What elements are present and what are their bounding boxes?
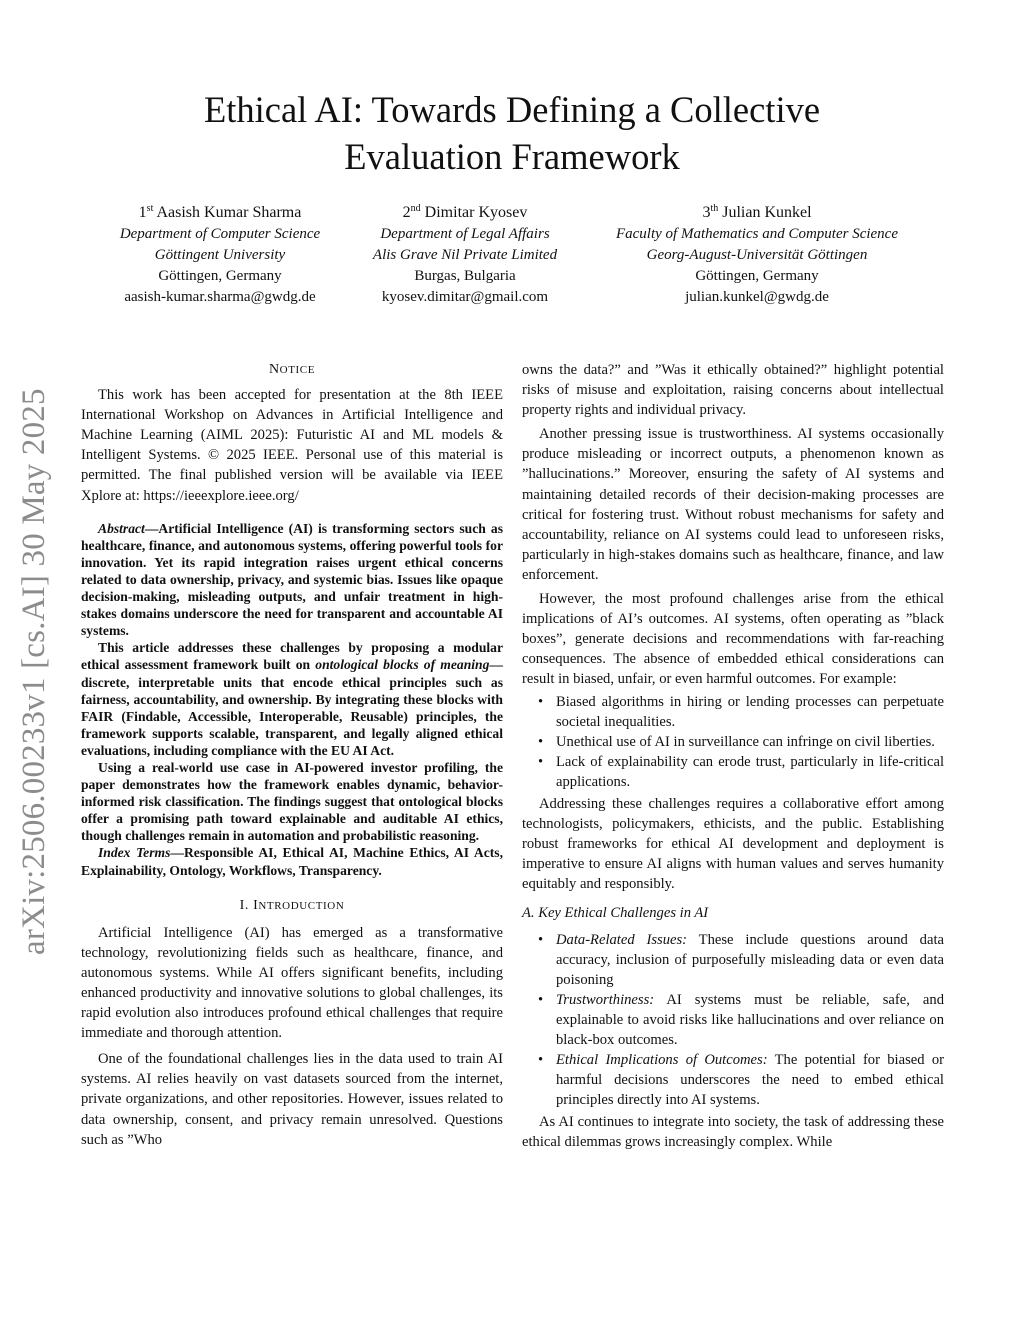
author-location: Burgas, Bulgaria bbox=[414, 268, 516, 284]
section-heading-introduction: I. INTRODUCTION bbox=[239, 897, 345, 913]
abstract-paragraph-3: Using a real-world use case in AI-powered investor profiling, the paper demonstrates how the framework enables dynamic, behavior-informed risk classification. The findings suggest that ontological blocks offer a promising path toward explainable and auditable AI ethics, though challenges remain in automation and probabilistic reasoning. bbox=[81, 759, 503, 844]
author-name: 3th Julian Kunkel bbox=[702, 203, 812, 221]
author-email[interactable]: julian.kunkel@gwdg.de bbox=[685, 289, 829, 305]
arxiv-stamp: arXiv:2506.00233v1 [cs.AI] 30 May 2025 bbox=[16, 388, 52, 955]
left-column bbox=[81, 360, 503, 1150]
author-department: Faculty of Mathematics and Computer Science bbox=[615, 226, 898, 242]
author-3 bbox=[582, 202, 932, 308]
subsection-heading: A. Key Ethical Challenges in AI bbox=[522, 905, 709, 922]
author-location: Göttingen, Germany bbox=[695, 268, 819, 284]
list-item: • Data-Related Issues: These include questions around data accuracy, inclusion of purposefully misleading data or even data poisoning bbox=[556, 930, 944, 990]
author-name: 2nd Dimitar Kyosev bbox=[402, 203, 528, 221]
challenges-list bbox=[522, 930, 944, 1111]
title-line-2: Evaluation Framework bbox=[344, 136, 680, 177]
notice-heading: NOTICE bbox=[268, 362, 316, 377]
title-line-1: Ethical AI: Towards Defining a Collective bbox=[203, 89, 821, 130]
list-item: • Ethical Implications of Outcomes: The potential for biased or harmful decisions underscores the need to embed ethical principles directly into AI systems. bbox=[556, 1050, 944, 1110]
author-department: Department of Legal Affairs bbox=[380, 226, 550, 242]
paragraph-ethical-implications: However, the most profound challenges arise from the ethical implications of AI’s outcomes. AI systems, often operating as ”black boxes”, generate decisions and recommendations with far-reaching consequences. The absence of embedded ethical considerations can result in biased, unfair, or even harmful outcomes. For example: bbox=[522, 591, 944, 688]
list-item: • Unethical use of AI in surveillance can infringe on civil liberties. bbox=[556, 732, 944, 752]
author-department: Department of Computer Science bbox=[119, 226, 321, 242]
author-block bbox=[0, 202, 1024, 312]
author-institution: Göttingent University bbox=[154, 247, 286, 263]
paragraph-trustworthiness: Another pressing issue is trustworthiness. AI systems occasionally produce misleading or incorrect outputs, a phenomenon known as ”hallucinations.” Moreover, ensuring the safety of AI systems and maintaining detailed records of their decision-making processes are critical for fostering trust. Without robust mechanisms for safety and accountability, reliance on AI systems could lead to unforeseen risks, particularly in high-stakes domains such as healthcare, finance, and law enforcement. bbox=[522, 426, 944, 583]
author-name: 1st Aasish Kumar Sharma bbox=[138, 203, 302, 221]
list-item: • Lack of explainability can erode trust, particularly in life-critical applications. bbox=[556, 752, 944, 792]
paragraph-addressing: Addressing these challenges requires a collaborative effort among technologists, policymakers, ethicists, and the public. Establishing robust frameworks for ethical AI development and deployment is imperative to ensure AI aligns with human values and serves humanity equitably and responsibly. bbox=[522, 795, 944, 893]
author-email[interactable]: kyosev.dimitar@gmail.com bbox=[381, 289, 549, 305]
author-1 bbox=[95, 202, 345, 308]
author-2 bbox=[340, 202, 590, 308]
intro-paragraph-1: Artificial Intelligence (AI) has emerged as a transformative technology, revolutionizing fields such as healthcare, finance, and autonomous systems. While AI offers significant benefits, including enhanced productivity and innovative solutions to global challenges, its rapid evolution also introduces profound ethical challenges that require immediate and thorough attention. bbox=[81, 924, 503, 1042]
author-institution: Georg-August-Universität Göttingen bbox=[646, 247, 868, 263]
author-location: Göttingen, Germany bbox=[158, 268, 282, 284]
author-institution: Alis Grave Nil Private Limited bbox=[372, 247, 558, 263]
abstract-label: Abstract bbox=[98, 520, 145, 536]
right-column bbox=[522, 360, 944, 1153]
index-terms: Index Terms—Responsible AI, Ethical AI, Machine Ethics, AI Acts, Explainability, Ontology, Workflows, Transparency. bbox=[81, 845, 503, 878]
abstract-paragraph-2: This article addresses these challenges by proposing a modular ethical assessment framework built on ontological blocks of meaning—discrete, interpretable units that encode ethical principles such as fairness, accountability, and ownership. By integrating these blocks with FAIR (Findable, Accessible, Interoperable, Reusable) principles, the framework supports scalable, transparent, and legally aligned ethical evaluations, including compliance with the EU AI Act. bbox=[81, 640, 503, 758]
author-email[interactable]: aasish-kumar.sharma@gwdg.de bbox=[124, 289, 316, 305]
paragraph-final: As AI continues to integrate into society, the task of addressing these ethical dilemmas grows increasingly complex. While bbox=[522, 1114, 944, 1151]
list-item: • Trustworthiness: AI systems must be reliable, safe, and explainable to avoid risks like hallucinations and over reliance on black-box outcomes. bbox=[556, 990, 944, 1050]
intro-paragraph-2: One of the foundational challenges lies in the data used to train AI systems. AI relies heavily on vast datasets sourced from the internet, private organizations, and other repositories. However, issues related to data ownership, consent, and privacy remain unresolved. Questions such as ”Who bbox=[81, 1051, 503, 1148]
paragraph-continuation: owns the data?” and ”Was it ethically obtained?” highlight potential risks of misuse and exploitation, raising concerns about intellectual property rights and individual privacy. bbox=[522, 362, 944, 419]
abstract-paragraph-1: Abstract—Artificial Intelligence (AI) is transforming sectors such as healthcare, finance, and autonomous systems, offering powerful tools for innovation. Yet its rapid integration raises urgent ethical concerns related to data ownership, privacy, and systemic bias. Issues like opaque decision-making, misleading outputs, and unfair treatment in high-stakes domains underscore the need for transparent and accountable AI systems. bbox=[81, 520, 503, 639]
list-item: • Biased algorithms in hiring or lending processes can perpetuate societal inequalities. bbox=[556, 692, 944, 732]
notice-text: This work has been accepted for presentation at the 8th IEEE International Workshop on Advances in Artificial Intelligence and Machine Learning (AIML 2025): Futuristic AI and ML models & Intelligent Systems. © 2025 IEEE. Personal use of this material is permitted. The final published version will be available via IEEE Xplore at: https://ieeexplore.ieee.org/ bbox=[81, 387, 503, 504]
paper-title bbox=[112, 86, 912, 180]
examples-list bbox=[522, 692, 944, 792]
